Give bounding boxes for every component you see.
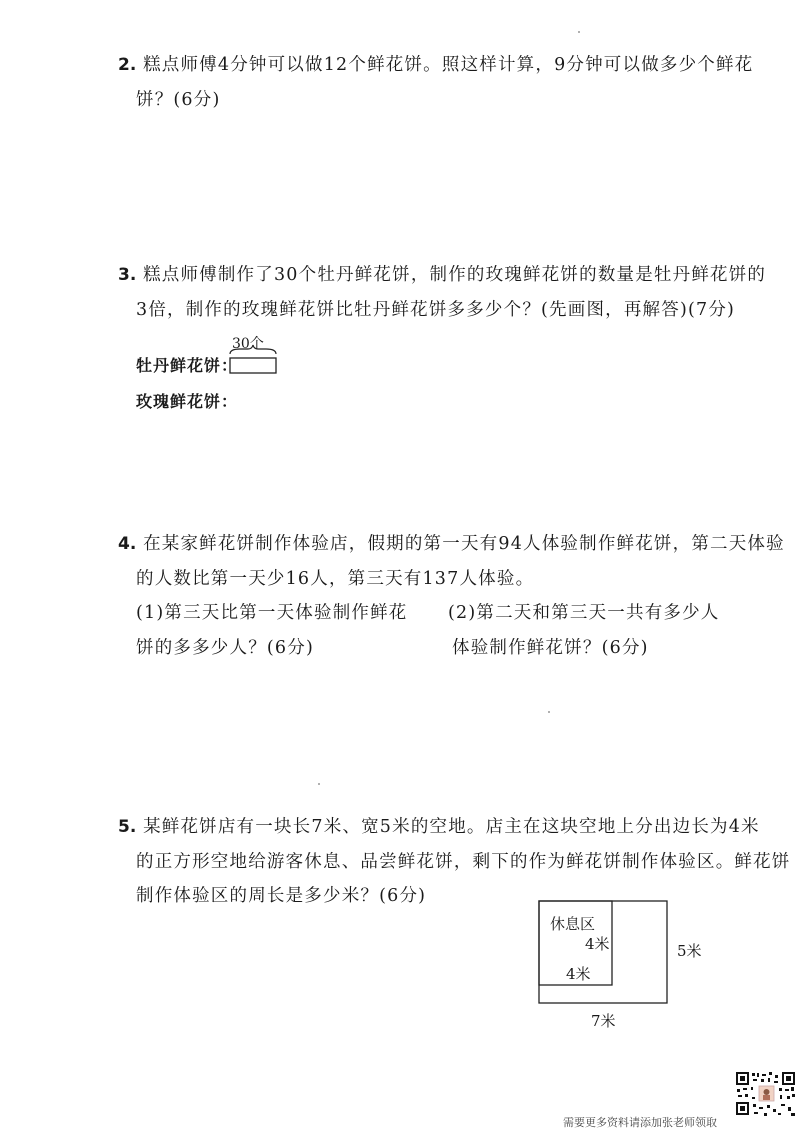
q5-number: 5. [118, 817, 137, 837]
qr-code-icon [735, 1071, 797, 1117]
q5-text-line2: 的正方形空地给游客休息、品尝鲜花饼，剩下的作为鲜花饼制作体验区。鲜花饼 [136, 852, 791, 872]
scan-speck [578, 31, 580, 33]
q4-sub2-line2: 体验制作鲜花饼？(6分) [452, 638, 649, 658]
q4-sub2-line1: (2)第二天和第三天一共有多少人 [448, 603, 720, 623]
q2-text-line1: 糕点师傅4分钟可以做12个鲜花饼。照这样计算，9分钟可以做多少个鲜花 [143, 55, 754, 75]
square-side-vertical-label: 4米 [585, 935, 610, 953]
q3-text-line2: 3倍，制作的玫瑰鲜花饼比牡丹鲜花饼多多少个？(先画图，再解答)(7分) [136, 300, 736, 320]
q4-sub1-line1: (1)第三天比第一天体验制作鲜花 [136, 603, 408, 623]
q4-line1 [118, 532, 785, 556]
scan-speck [548, 711, 550, 713]
q3-number: 3. [118, 265, 137, 285]
peony-segment-diagram [226, 344, 282, 376]
q5-line1 [118, 815, 760, 839]
q5-text-line3: 制作体验区的周长是多少米？(6分) [136, 886, 427, 906]
length-label: 7米 [591, 1012, 616, 1030]
q5-text-line1: 某鲜花饼店有一块长7米、宽5米的空地。店主在这块空地上分出边长为4米 [143, 817, 760, 837]
q4-text-line2: 的人数比第一天少16人，第三天有137人体验。 [136, 569, 535, 589]
q3-text-line1: 糕点师傅制作了30个牡丹鲜花饼，制作的玫瑰鲜花饼的数量是牡丹鲜花饼的 [143, 265, 767, 285]
rose-label: 玫瑰鲜花饼： [136, 392, 239, 411]
q4-text-line1: 在某家鲜花饼制作体验店，假期的第一天有94人体验制作鲜花饼，第二天体验 [143, 534, 785, 554]
scan-speck [318, 783, 320, 785]
q4-sub1-line2: 饼的多多少人？(6分) [136, 638, 314, 658]
footer-text: 需要更多资料请添加张老师领取 [563, 1116, 717, 1129]
brace-label: 30个 [232, 336, 264, 352]
q2-text-line2: 饼？(6分) [136, 90, 221, 110]
peony-label: 牡丹鲜花饼： [136, 356, 239, 375]
q3-line1 [118, 263, 766, 287]
width-label: 5米 [677, 942, 702, 960]
q2-line1 [118, 53, 753, 77]
q4-number: 4. [118, 534, 137, 554]
rest-area-label: 休息区 [550, 915, 596, 933]
q2-number: 2. [118, 55, 137, 75]
square-side-horizontal-label: 4米 [566, 965, 591, 983]
